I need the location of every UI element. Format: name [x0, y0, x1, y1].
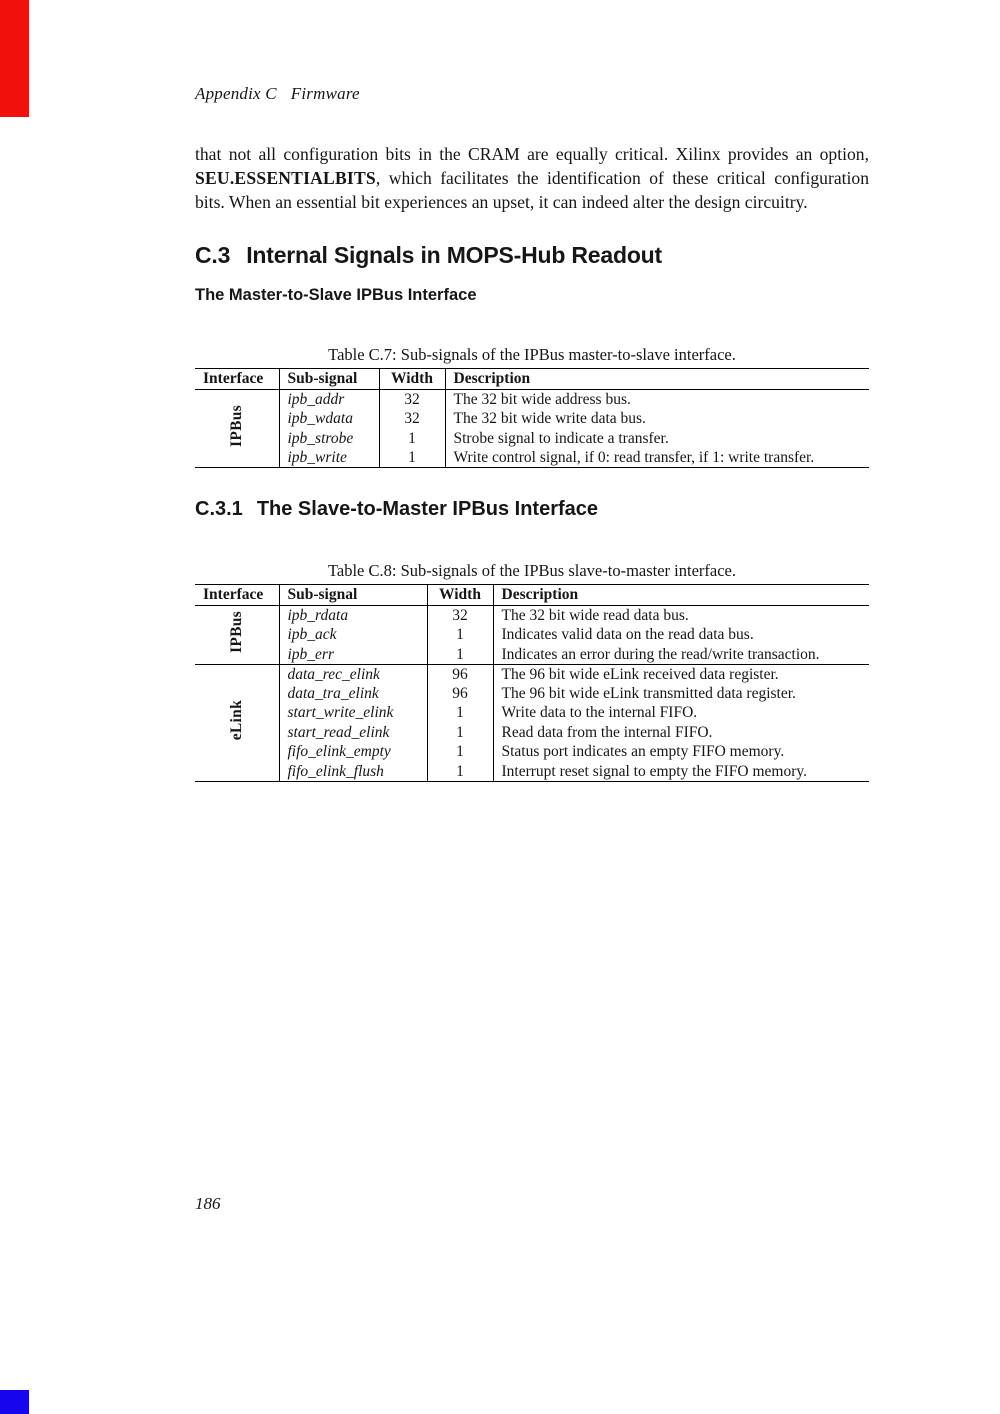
- table-c7: [195, 368, 869, 468]
- table8-header-signal: Sub-signal: [279, 585, 427, 606]
- signal-cell: start_read_elink: [279, 723, 427, 743]
- description-cell: Write control signal, if 0: read transfer, if 1: write transfer.: [445, 448, 869, 468]
- width-cell: 1: [427, 625, 493, 645]
- table-row: [195, 723, 869, 743]
- interface-group-label: eLink: [228, 699, 246, 741]
- table7-caption: Table C.7: Sub-signals of the IPBus master-to-slave interface.: [328, 345, 736, 364]
- red-edge-marker: [0, 0, 29, 117]
- table-row: [195, 664, 869, 684]
- description-cell: Strobe signal to indicate a transfer.: [445, 429, 869, 449]
- section-number: C.3: [195, 242, 231, 268]
- signal-cell: fifo_elink_flush: [279, 762, 427, 782]
- description-cell: Status port indicates an empty FIFO memory.: [493, 742, 869, 762]
- table-c8: [195, 584, 869, 782]
- width-cell: 1: [379, 448, 445, 468]
- signal-cell: ipb_strobe: [279, 429, 379, 449]
- page-number: 186: [195, 1194, 221, 1213]
- intro-part1: that not all configuration bits in the CRAM are equally critical. Xilinx provides an option,: [195, 144, 869, 164]
- table8-group2-label-cell: [195, 664, 279, 781]
- description-cell: Read data from the internal FIFO.: [493, 723, 869, 743]
- interface-group-label: IPBus: [228, 405, 246, 447]
- width-cell: 1: [427, 723, 493, 743]
- subsection-heading-c31: [195, 498, 869, 521]
- description-cell: The 96 bit wide eLink transmitted data register.: [493, 684, 869, 704]
- table8-caption: Table C.8: Sub-signals of the IPBus slave-to-master interface.: [327, 561, 737, 580]
- blue-edge-marker: [0, 1390, 29, 1414]
- description-cell: Interrupt reset signal to empty the FIFO memory.: [493, 762, 869, 782]
- section-heading-c3: [195, 242, 869, 269]
- running-header-chapter: Appendix C: [195, 84, 277, 103]
- subsection-number: C.3.1: [195, 498, 243, 520]
- subheading-master-to-slave: The Master-to-Slave IPBus Interface: [195, 286, 477, 304]
- table8-group1-label-cell: [195, 606, 279, 665]
- width-cell: 32: [427, 606, 493, 626]
- width-cell: 1: [427, 703, 493, 723]
- table7-header-description: Description: [445, 369, 869, 390]
- signal-cell: ipb_addr: [279, 390, 379, 410]
- table7-group-label-cell: [195, 390, 279, 468]
- intro-part2: , which facilitates the identification of these critical configuration bits. When an essential bit experiences an upset, it can indeed alter the design circuitry.: [195, 168, 869, 212]
- signal-cell: start_write_elink: [279, 703, 427, 723]
- section-title: Internal Signals in MOPS-Hub Readout: [246, 242, 662, 268]
- description-cell: The 96 bit wide eLink received data register.: [493, 664, 869, 684]
- table-row: [195, 409, 869, 429]
- signal-cell: ipb_rdata: [279, 606, 427, 626]
- table-row: [195, 703, 869, 723]
- table-row: [195, 762, 869, 782]
- table-row: [195, 625, 869, 645]
- width-cell: 96: [427, 684, 493, 704]
- intro-paragraph: [195, 142, 869, 214]
- signal-cell: ipb_wdata: [279, 409, 379, 429]
- description-cell: The 32 bit wide address bus.: [445, 390, 869, 410]
- page-content: [195, 0, 869, 782]
- table-row: [195, 429, 869, 449]
- table8-header-interface: Interface: [195, 585, 279, 606]
- table-row: [195, 742, 869, 762]
- table-row: [195, 390, 869, 410]
- table-row: [195, 448, 869, 468]
- table7-header-row: [195, 369, 869, 390]
- table8-header-description: Description: [493, 585, 869, 606]
- description-cell: Indicates an error during the read/write transaction.: [493, 645, 869, 665]
- width-cell: 32: [379, 409, 445, 429]
- signal-cell: data_rec_elink: [279, 664, 427, 684]
- signal-cell: fifo_elink_empty: [279, 742, 427, 762]
- table-row: [195, 606, 869, 626]
- running-header-title: Firmware: [290, 84, 360, 103]
- table-row: [195, 645, 869, 665]
- description-cell: Indicates valid data on the read data bus.: [493, 625, 869, 645]
- width-cell: 1: [427, 742, 493, 762]
- description-cell: The 32 bit wide read data bus.: [493, 606, 869, 626]
- table7-header-signal: Sub-signal: [279, 369, 379, 390]
- running-header: [195, 84, 869, 104]
- table-row: [195, 684, 869, 704]
- signal-cell: data_tra_elink: [279, 684, 427, 704]
- table7-header-interface: Interface: [195, 369, 279, 390]
- signal-cell: ipb_err: [279, 645, 427, 665]
- interface-group-label: IPBus: [228, 611, 246, 654]
- width-cell: 1: [427, 645, 493, 665]
- table8-header-row: [195, 585, 869, 606]
- table8-header-width: Width: [427, 585, 493, 606]
- subsection-title: The Slave-to-Master IPBus Interface: [256, 498, 599, 520]
- description-cell: The 32 bit wide write data bus.: [445, 409, 869, 429]
- width-cell: 1: [427, 762, 493, 782]
- width-cell: 32: [379, 390, 445, 410]
- table7-header-width: Width: [379, 369, 445, 390]
- width-cell: 1: [379, 429, 445, 449]
- signal-cell: ipb_write: [279, 448, 379, 468]
- essentialbits-bold: SEU.ESSENTIALBITS: [195, 168, 376, 188]
- description-cell: Write data to the internal FIFO.: [493, 703, 869, 723]
- width-cell: 96: [427, 664, 493, 684]
- signal-cell: ipb_ack: [279, 625, 427, 645]
